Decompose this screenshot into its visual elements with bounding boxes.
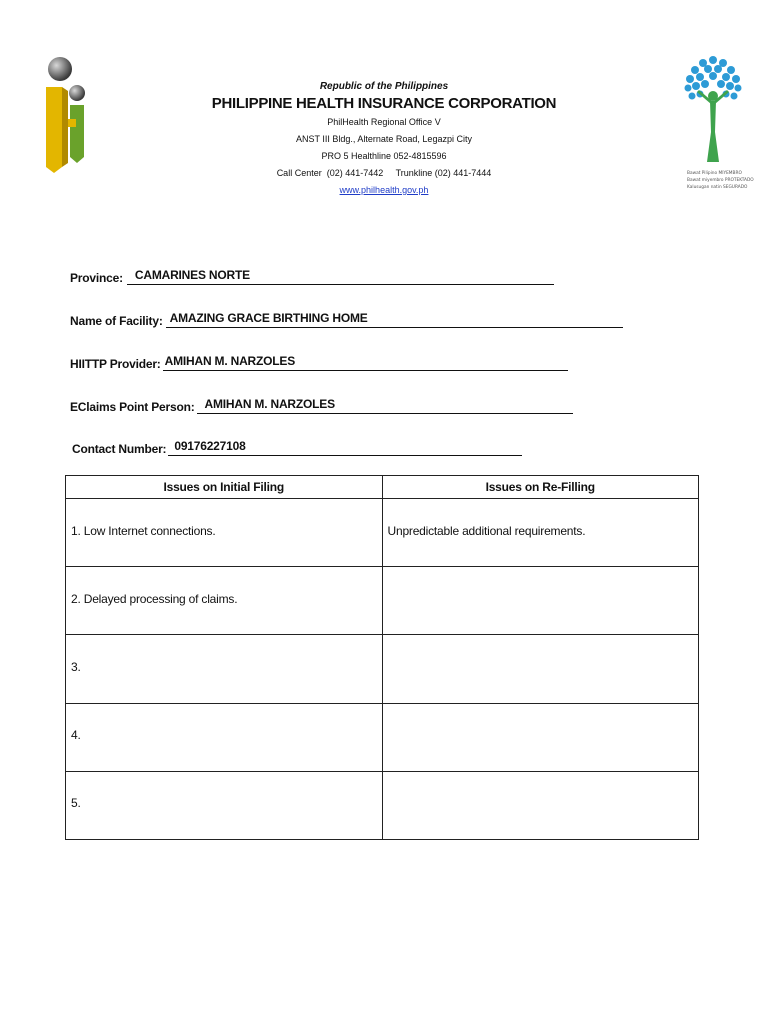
initial-filing-cell[interactable] xyxy=(66,635,383,703)
table-row xyxy=(66,567,699,635)
re-filling-cell[interactable] xyxy=(382,703,699,771)
cell-text: 2. Delayed processing of claims. xyxy=(71,591,238,606)
contact-value[interactable]: 09176227108 xyxy=(168,439,522,456)
provider-field xyxy=(70,351,568,371)
facility-value[interactable]: AMAZING GRACE BIRTHING HOME xyxy=(166,311,623,328)
cell-text: 5. xyxy=(71,796,81,811)
healthline: PRO 5 Healthline 052-4815596 xyxy=(321,151,447,161)
corporation-name: PHILIPPINE HEALTH INSURANCE CORPORATION xyxy=(211,95,557,112)
eclaims-value[interactable]: AMIHAN M. NARZOLES xyxy=(197,397,573,414)
initial-filing-cell[interactable] xyxy=(66,771,383,839)
province-field xyxy=(70,265,554,285)
eclaims-label: EClaims Point Person: xyxy=(70,400,195,414)
header-initial-filing: Issues on Initial Filing xyxy=(66,476,383,499)
table-row xyxy=(66,703,699,771)
tree-of-life-logo-icon xyxy=(683,52,754,194)
initial-filing-cell[interactable] xyxy=(66,499,383,567)
initial-filing-cell[interactable] xyxy=(66,567,383,635)
cell-text: 4. xyxy=(71,728,81,743)
provider-value[interactable]: AMIHAN M. NARZOLES xyxy=(163,354,568,371)
tree-logo-line-2: Bawat miyembro PROTEKTADO xyxy=(687,178,754,183)
table-row xyxy=(66,499,699,567)
tree-logo-line-1: Bawat Pilipino MIYEMBRO xyxy=(687,171,742,176)
office-address: ANST III Bldg., Alternate Road, Legazpi City xyxy=(296,134,472,144)
table-header-row xyxy=(66,476,699,499)
re-filling-cell[interactable] xyxy=(382,567,699,635)
philhealth-family-logo-icon xyxy=(40,55,90,175)
facility-field xyxy=(70,308,623,328)
tree-logo-line-3: Kalusugan natin SEGURADO xyxy=(687,185,748,190)
website-link[interactable]: www.philhealth.gov.ph xyxy=(339,185,429,195)
cell-text: Unpredictable additional requirements. xyxy=(387,523,586,538)
province-label: Province: xyxy=(70,271,123,285)
provider-label: HIITTP Provider: xyxy=(70,357,161,371)
province-value[interactable]: CAMARINES NORTE xyxy=(127,268,554,285)
table-row xyxy=(66,635,699,703)
cell-text: 1. Low Internet connections. xyxy=(71,523,216,538)
facility-label: Name of Facility: xyxy=(70,314,163,328)
contact-label: Contact Number: xyxy=(72,442,167,456)
letterhead xyxy=(180,80,588,199)
call-center-line: Call Center (02) 441-7442 Trunkline (02) 441-7444 xyxy=(276,168,492,178)
issues-table xyxy=(65,475,699,840)
re-filling-cell[interactable] xyxy=(382,635,699,703)
republic-line: Republic of the Philippines xyxy=(319,81,449,92)
cell-text: 3. xyxy=(71,659,81,674)
table-row xyxy=(66,771,699,839)
regional-office: PhilHealth Regional Office V xyxy=(327,117,441,127)
contact-field xyxy=(72,436,522,456)
eclaims-field xyxy=(70,394,573,414)
initial-filing-cell[interactable] xyxy=(66,703,383,771)
re-filling-cell[interactable] xyxy=(382,771,699,839)
re-filling-cell[interactable] xyxy=(382,499,699,567)
header-re-filling: Issues on Re-Filling xyxy=(382,476,699,499)
